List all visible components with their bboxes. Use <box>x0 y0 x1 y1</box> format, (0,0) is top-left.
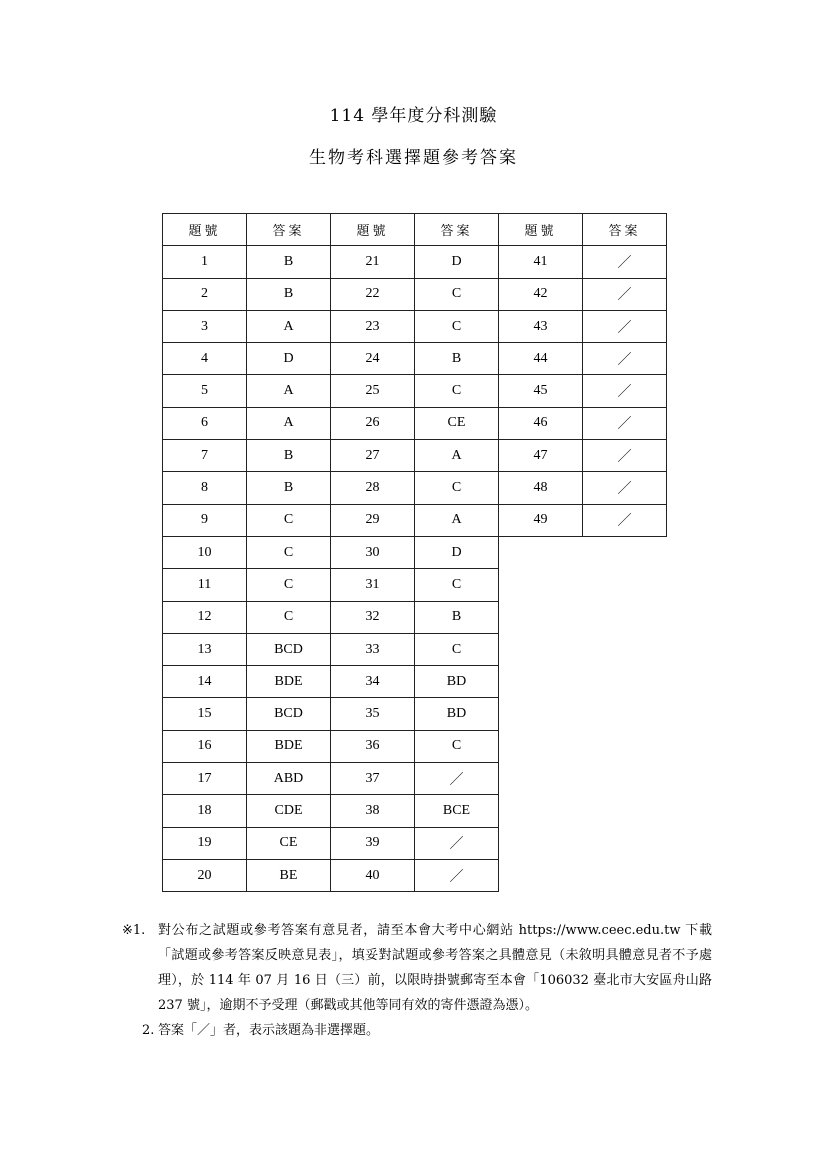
question-number-cell: 44 <box>499 343 583 375</box>
answer-cell: BCE <box>415 795 499 827</box>
table-row <box>163 859 667 891</box>
question-number-cell: 47 <box>499 440 583 472</box>
answer-cell: A <box>247 375 331 407</box>
column-header: 答案 <box>415 214 499 246</box>
table-row <box>163 569 667 601</box>
empty-cell <box>583 763 667 795</box>
question-number-cell: 23 <box>331 310 415 342</box>
empty-cell <box>499 730 583 762</box>
answer-cell: CDE <box>247 795 331 827</box>
empty-cell <box>499 827 583 859</box>
table-row <box>163 827 667 859</box>
note-1-marker: ※1. <box>122 923 146 938</box>
column-header: 答案 <box>583 214 667 246</box>
table-row <box>163 536 667 568</box>
table-row <box>163 633 667 665</box>
question-number-cell: 22 <box>331 278 415 310</box>
answer-cell: ／ <box>583 407 667 439</box>
question-number-cell: 36 <box>331 730 415 762</box>
question-number-cell: 38 <box>331 795 415 827</box>
question-number-cell: 19 <box>163 827 247 859</box>
answer-cell: C <box>415 310 499 342</box>
answer-cell: C <box>415 375 499 407</box>
answer-cell: ／ <box>583 343 667 375</box>
question-number-cell: 11 <box>163 569 247 601</box>
empty-cell <box>583 666 667 698</box>
answer-cell: A <box>415 504 499 536</box>
answer-cell: ABD <box>247 763 331 795</box>
table-row <box>163 698 667 730</box>
page-subtitle: 生物考科選擇題參考答案 <box>309 148 518 168</box>
table-row <box>163 246 667 278</box>
column-header: 題號 <box>499 214 583 246</box>
answer-cell: A <box>415 440 499 472</box>
answer-cell: B <box>415 601 499 633</box>
answer-cell: BD <box>415 698 499 730</box>
answer-cell: B <box>247 278 331 310</box>
answer-cell: ／ <box>583 246 667 278</box>
table-row <box>163 278 667 310</box>
empty-cell <box>499 666 583 698</box>
empty-cell <box>583 633 667 665</box>
empty-cell <box>499 569 583 601</box>
question-number-cell: 34 <box>331 666 415 698</box>
question-number-cell: 25 <box>331 375 415 407</box>
answer-cell: ／ <box>583 375 667 407</box>
empty-cell <box>499 698 583 730</box>
answer-table-body <box>163 246 667 892</box>
table-row <box>163 407 667 439</box>
table-row <box>163 763 667 795</box>
question-number-cell: 3 <box>163 310 247 342</box>
column-header: 題號 <box>163 214 247 246</box>
note-1 <box>122 918 712 1018</box>
question-number-cell: 6 <box>163 407 247 439</box>
answer-cell: ／ <box>583 440 667 472</box>
empty-cell <box>583 601 667 633</box>
question-number-cell: 7 <box>163 440 247 472</box>
table-row <box>163 343 667 375</box>
question-number-cell: 17 <box>163 763 247 795</box>
empty-cell <box>499 763 583 795</box>
question-number-cell: 35 <box>331 698 415 730</box>
question-number-cell: 28 <box>331 472 415 504</box>
question-number-cell: 42 <box>499 278 583 310</box>
question-number-cell: 30 <box>331 536 415 568</box>
table-row <box>163 375 667 407</box>
answer-table <box>162 213 667 892</box>
empty-cell <box>583 536 667 568</box>
answer-cell: D <box>415 246 499 278</box>
empty-cell <box>583 569 667 601</box>
empty-cell <box>583 795 667 827</box>
answer-cell: ／ <box>415 763 499 795</box>
question-number-cell: 45 <box>499 375 583 407</box>
answer-cell: ／ <box>415 859 499 891</box>
answer-cell: C <box>247 601 331 633</box>
question-number-cell: 27 <box>331 440 415 472</box>
answer-cell: ／ <box>583 310 667 342</box>
table-row <box>163 730 667 762</box>
question-number-cell: 18 <box>163 795 247 827</box>
answer-cell: C <box>415 472 499 504</box>
column-header: 答案 <box>247 214 331 246</box>
question-number-cell: 46 <box>499 407 583 439</box>
question-number-cell: 8 <box>163 472 247 504</box>
note-2-marker: 2. <box>142 1023 155 1038</box>
answer-cell: C <box>247 536 331 568</box>
question-number-cell: 31 <box>331 569 415 601</box>
answer-cell: CE <box>415 407 499 439</box>
answer-cell: A <box>247 407 331 439</box>
answer-cell: D <box>415 536 499 568</box>
question-number-cell: 16 <box>163 730 247 762</box>
answer-cell: CE <box>247 827 331 859</box>
empty-cell <box>583 698 667 730</box>
question-number-cell: 2 <box>163 278 247 310</box>
empty-cell <box>499 536 583 568</box>
answer-cell: B <box>247 246 331 278</box>
question-number-cell: 15 <box>163 698 247 730</box>
question-number-cell: 49 <box>499 504 583 536</box>
empty-cell <box>499 795 583 827</box>
empty-cell <box>499 633 583 665</box>
answer-cell: BE <box>247 859 331 891</box>
empty-cell <box>499 601 583 633</box>
answer-cell: B <box>415 343 499 375</box>
answer-cell: ／ <box>583 504 667 536</box>
empty-cell <box>583 827 667 859</box>
question-number-cell: 10 <box>163 536 247 568</box>
note-2-text: 答案「／」者，表示該題為非選擇題。 <box>158 1023 380 1038</box>
column-header: 題號 <box>331 214 415 246</box>
note-1-text: 對公布之試題或參考答案有意見者，請至本會大考中心網站 https://www.ceec.edu.tw 下載「試題或參考答案反映意見表」，填妥對試題或參考答案之具體意見（未敘明具體意見者不予處理），於 114 年 07 月 16 日（三）前，以限時掛號郵寄至本會「106032 臺北市大安區舟山路 237 號」，逾期不予受理（郵戳或其他等同有效的寄件憑證為憑）。 <box>158 923 712 1013</box>
question-number-cell: 24 <box>331 343 415 375</box>
table-row <box>163 440 667 472</box>
answer-cell: BDE <box>247 666 331 698</box>
table-row <box>163 472 667 504</box>
answer-cell: C <box>247 569 331 601</box>
answer-cell: ／ <box>583 472 667 504</box>
empty-cell <box>583 859 667 891</box>
table-row <box>163 601 667 633</box>
answer-cell: BD <box>415 666 499 698</box>
question-number-cell: 1 <box>163 246 247 278</box>
question-number-cell: 32 <box>331 601 415 633</box>
answer-cell: D <box>247 343 331 375</box>
answer-cell: BCD <box>247 633 331 665</box>
table-row <box>163 310 667 342</box>
question-number-cell: 9 <box>163 504 247 536</box>
table-row <box>163 666 667 698</box>
question-number-cell: 5 <box>163 375 247 407</box>
question-number-cell: 12 <box>163 601 247 633</box>
table-row <box>163 795 667 827</box>
notes-section <box>122 918 712 1043</box>
question-number-cell: 48 <box>499 472 583 504</box>
answer-cell: ／ <box>415 827 499 859</box>
table-row <box>163 504 667 536</box>
answer-cell: C <box>247 504 331 536</box>
answer-cell: C <box>415 278 499 310</box>
empty-cell <box>499 859 583 891</box>
question-number-cell: 37 <box>331 763 415 795</box>
answer-cell: BCD <box>247 698 331 730</box>
answer-cell: C <box>415 569 499 601</box>
answer-cell: B <box>247 472 331 504</box>
answer-cell: BDE <box>247 730 331 762</box>
answer-cell: C <box>415 730 499 762</box>
question-number-cell: 4 <box>163 343 247 375</box>
question-number-cell: 21 <box>331 246 415 278</box>
question-number-cell: 41 <box>499 246 583 278</box>
question-number-cell: 14 <box>163 666 247 698</box>
question-number-cell: 39 <box>331 827 415 859</box>
answer-cell: C <box>415 633 499 665</box>
question-number-cell: 20 <box>163 859 247 891</box>
answer-cell: A <box>247 310 331 342</box>
answer-cell: B <box>247 440 331 472</box>
table-header-row <box>163 214 667 246</box>
question-number-cell: 33 <box>331 633 415 665</box>
question-number-cell: 43 <box>499 310 583 342</box>
empty-cell <box>583 730 667 762</box>
question-number-cell: 13 <box>163 633 247 665</box>
question-number-cell: 40 <box>331 859 415 891</box>
page-title: 114 學年度分科測驗 <box>329 106 498 126</box>
question-number-cell: 26 <box>331 407 415 439</box>
question-number-cell: 29 <box>331 504 415 536</box>
answer-cell: ／ <box>583 278 667 310</box>
note-2 <box>122 1018 712 1043</box>
